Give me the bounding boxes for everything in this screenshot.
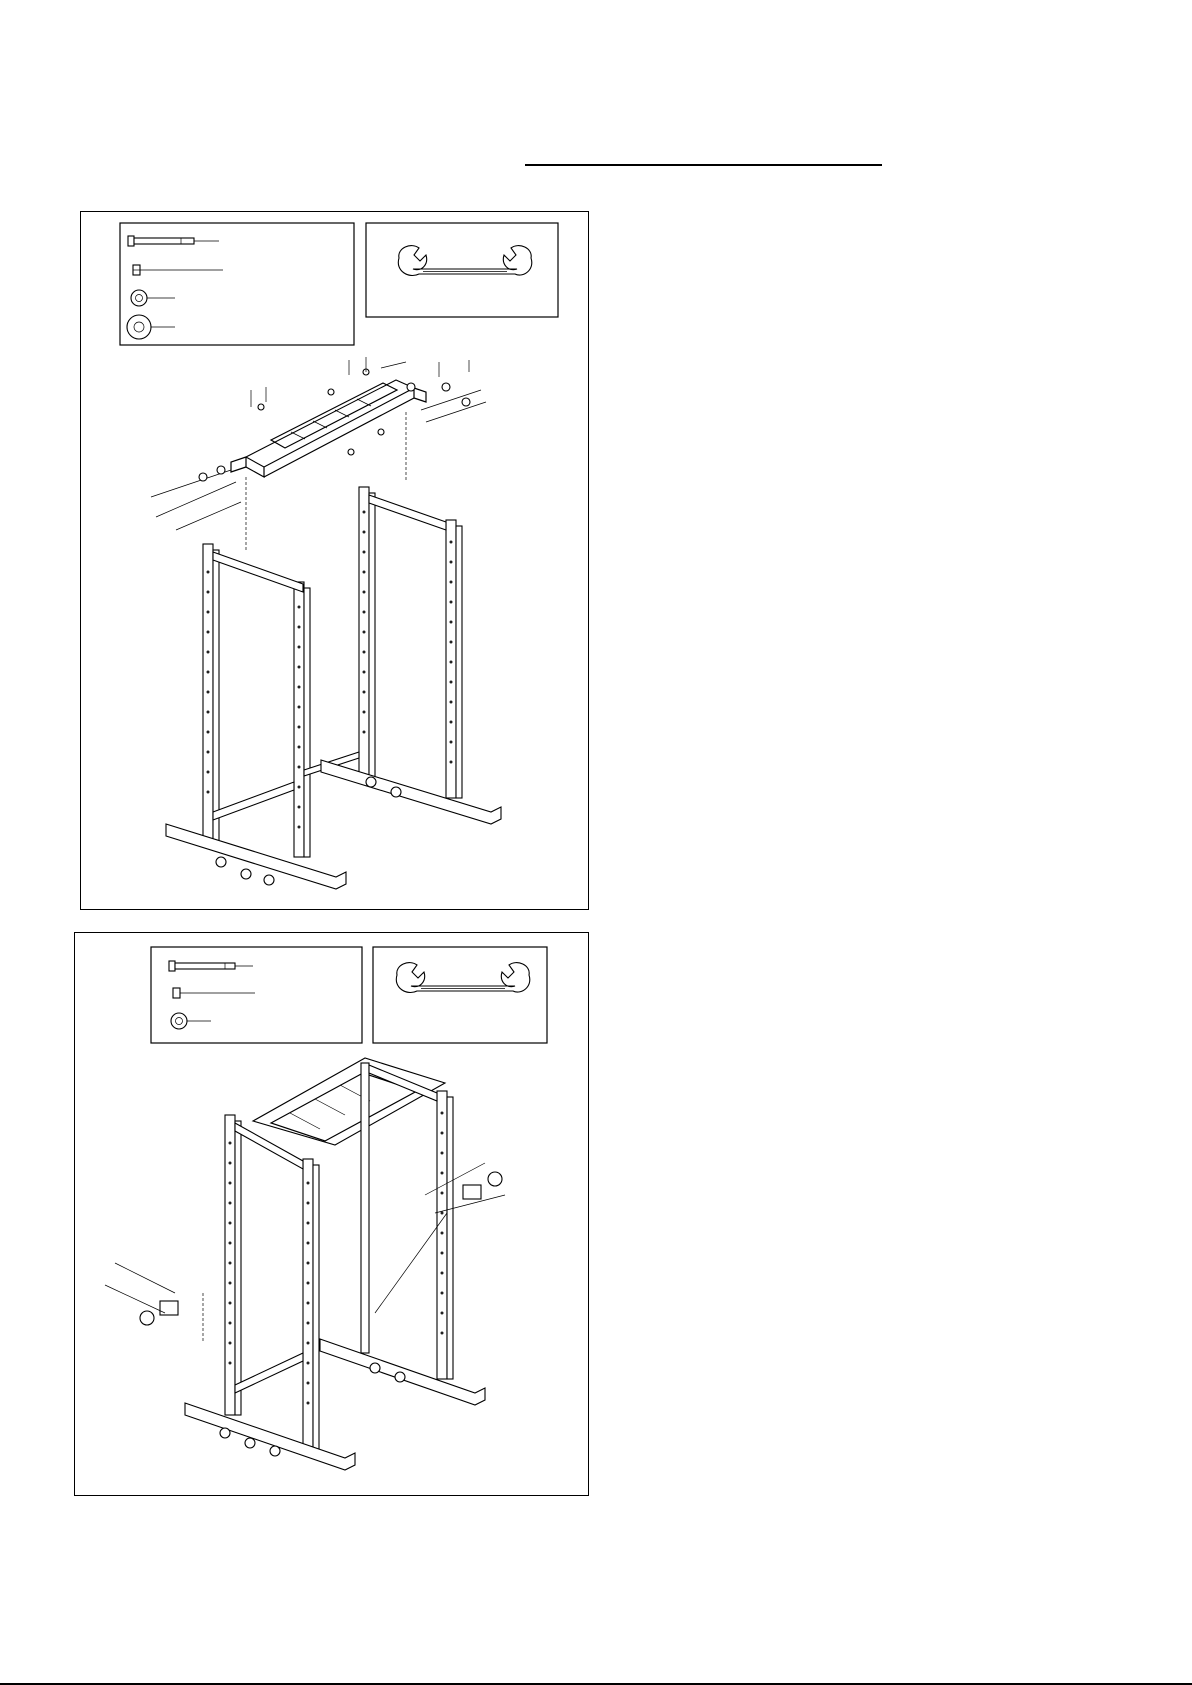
step-2-diagram — [75, 933, 588, 1495]
step-1-panel — [80, 211, 589, 910]
step-2-frame-drawing — [105, 1058, 505, 1470]
hex-bolt-icon — [169, 961, 253, 971]
step-1-hardware-box — [120, 223, 354, 345]
step-2-tool-box — [373, 947, 547, 1043]
step-1-frame-drawing — [166, 487, 501, 889]
step-1-tool-box — [366, 223, 558, 317]
lock-washer-icon — [131, 290, 175, 306]
step-2-panel — [74, 932, 589, 1496]
washer-icon — [171, 1013, 211, 1029]
step-2-hardware-box — [151, 947, 362, 1043]
step-1-diagram — [81, 212, 588, 909]
j-hook-left — [105, 1263, 203, 1343]
open-end-wrench-icon — [396, 963, 529, 993]
hex-nut-icon — [133, 265, 223, 275]
title-underline — [525, 164, 882, 166]
hex-nut-icon — [173, 988, 255, 998]
hex-bolt-icon — [128, 236, 219, 246]
open-end-wrench-icon — [398, 246, 531, 276]
flat-washer-icon — [127, 315, 175, 339]
